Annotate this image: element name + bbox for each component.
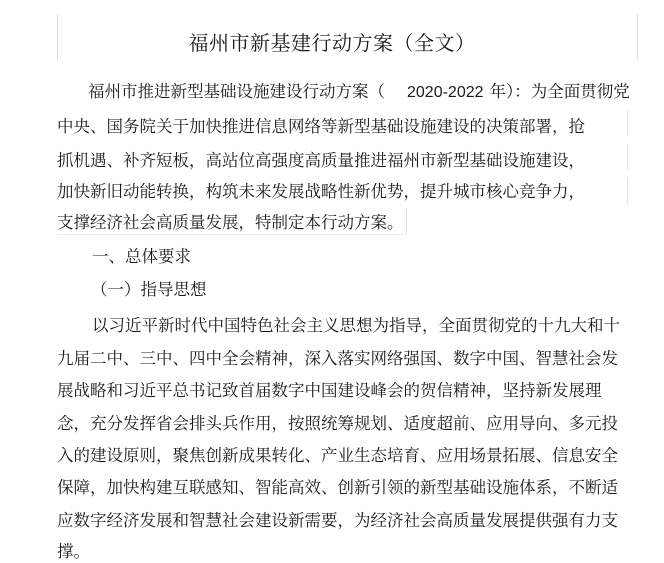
- document-title: 福州市新基建行动方案（全文）: [188, 31, 476, 55]
- intro-line-5: 支撑经济社会高质量发展，特制定本行动方案。: [57, 213, 404, 232]
- body-line-3: 展战略和习近平总书记致首届数字中国建设峰会的贺信精神，坚持新发展理: [57, 381, 602, 400]
- body-line-7: 应数字经济发展和智慧社会建设新需要，为经济社会高质量发展提供强有力支: [57, 511, 618, 530]
- intro-line-4: 加快新旧动能转换，构筑未来发展战略性新优势，提升城市核心竞争力，: [57, 182, 585, 201]
- body-line-5: 入的建设原则，聚焦创新成果转化、产业生态培育、应用场景拓展、信息安全: [57, 446, 618, 465]
- intro-line-1-text-b: 年）：为全面贯彻党: [489, 82, 630, 101]
- intro-box-edge: [627, 144, 628, 170]
- body-line-4: 念，充分发挥省会排头兵作用，按照统筹规划、适度超前、应用导向、多元投: [57, 414, 618, 433]
- body-line-2: 九届二中、三中、四中全会精神，深入落实网络强国、数字中国、智慧社会发: [57, 349, 618, 368]
- intro-box-bottom: [57, 234, 407, 235]
- intro-line-1: [88, 81, 630, 104]
- body-line-6: 保障，加快构建互联感知、智能高效、创新引领的新型基础设施体系，不断适: [57, 478, 618, 497]
- intro-line-2: 中央、国务院关于加快推进信息网络等新型基础设施建设的决策部署，抢: [57, 117, 585, 136]
- subsection-heading: （一）指导思想: [91, 280, 207, 299]
- body-line-8: 撑。: [57, 542, 90, 561]
- intro-box-edge: [406, 208, 407, 234]
- intro-line-1-year: 2020-2022: [407, 84, 484, 101]
- section-heading: 一、总体要求: [92, 247, 191, 266]
- intro-line-1-text-a: 福州市推进新型基础设施建设行动方案（: [88, 82, 385, 101]
- body-line-1: 以习近平新时代中国特色社会主义思想为指导，全面贯彻党的十九大和十: [92, 316, 620, 335]
- intro-box-edge: [627, 178, 628, 204]
- intro-box-edge: [627, 110, 628, 136]
- intro-line-3: 抓机遇、补齐短板，高站位高强度高质量推进福州市新型基础设施建设，: [57, 151, 585, 170]
